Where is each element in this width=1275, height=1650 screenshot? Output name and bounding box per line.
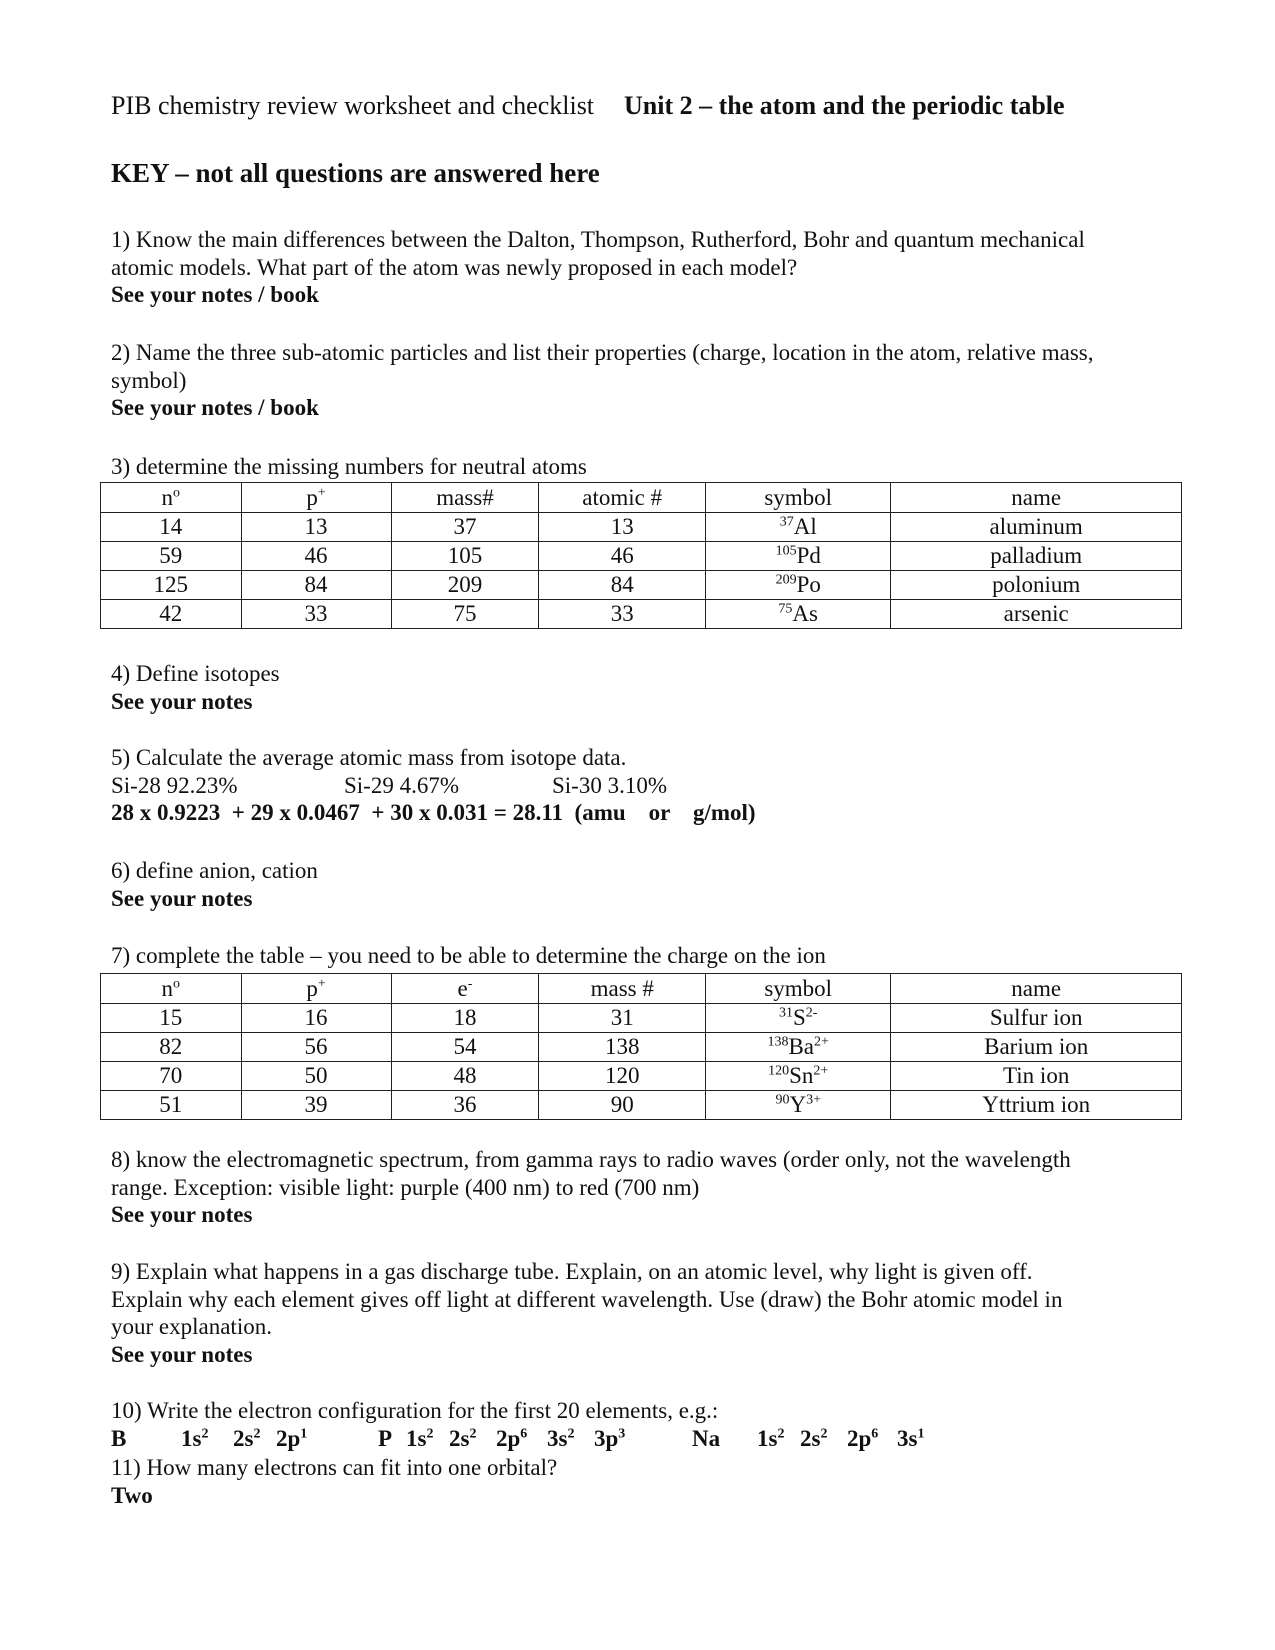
- isotope-si28: Si-28 92.23%: [111, 772, 238, 798]
- q1-answer: See your notes / book: [111, 282, 319, 308]
- electron-config-examples: B $1s^2$ $2s^2$ $2p^1$ P $1s^2$ $2s^2$ $2p^6$ $3s^2$ $3p^3$ Na $1s^2$ $2s^2$ $2p^6$ $3s^1$: [111, 1425, 925, 1451]
- q11-prompt: 11) How many electrons can fit into one orbital?: [111, 1455, 558, 1480]
- q1-line-2: atomic models. What part of the atom was newly proposed in each model?: [111, 254, 798, 280]
- cell-protons: 50: [241, 1062, 391, 1091]
- table-row: [101, 1033, 1182, 1062]
- question-6: [111, 857, 1191, 912]
- q5-answer: 28 x 0.9223 + 29 x 0.0467 + 30 x 0.031 = 28.11 (amu or g/mol): [111, 800, 756, 826]
- q4-answer: See your notes: [111, 688, 253, 714]
- cell-symbol: $^{120}Sn^{2+}$: [706, 1062, 891, 1091]
- cell-mass: 31: [539, 1004, 706, 1033]
- q4-prompt: 4) Define isotopes: [111, 661, 280, 686]
- config-element: B: [111, 1425, 127, 1451]
- question-9: [111, 1258, 1191, 1368]
- cell-mass: 105: [391, 542, 539, 571]
- cell-symbol: $^{75}$As: [706, 600, 891, 629]
- cell-name: Sulfur ion: [891, 1004, 1182, 1033]
- table-row: [101, 1091, 1182, 1120]
- cell-symbol: $^{209}$Po: [706, 571, 891, 600]
- cell-neutrons: 14: [101, 513, 242, 542]
- cell-name: Yttrium ion: [891, 1091, 1182, 1120]
- header-atomic-number: atomic #: [539, 483, 706, 513]
- question-1: [111, 226, 1191, 309]
- header-neutrons: $n^o$: [101, 974, 242, 1004]
- cell-name: arsenic: [891, 600, 1182, 629]
- question-10: [111, 1397, 1191, 1452]
- cell-neutrons: 82: [101, 1033, 242, 1062]
- cell-name: Tin ion: [891, 1062, 1182, 1091]
- q10-prompt: 10) Write the electron configuration for the first 20 elements, e.g.:: [111, 1398, 719, 1423]
- header-symbol: symbol: [706, 483, 891, 513]
- cell-symbol: $^{105}$Pd: [706, 542, 891, 571]
- header-protons: p+: [241, 974, 391, 1004]
- cell-atomic: 46: [539, 542, 706, 571]
- cell-electrons: 36: [391, 1091, 539, 1120]
- cell-neutrons: 15: [101, 1004, 242, 1033]
- cell-mass: 37: [391, 513, 539, 542]
- table-row: [101, 1062, 1182, 1091]
- title-left: PIB chemistry review worksheet and checklist: [111, 91, 595, 120]
- q2-line-2: symbol): [111, 367, 187, 393]
- isotope-si29: Si-29 4.67%: [344, 772, 459, 798]
- q5-prompt: 5) Calculate the average atomic mass from isotope data.: [111, 745, 627, 770]
- cell-neutrons: 59: [101, 542, 242, 571]
- cell-protons: 33: [241, 600, 391, 629]
- cell-name: aluminum: [891, 513, 1182, 542]
- cell-protons: 84: [241, 571, 391, 600]
- cell-protons: 46: [241, 542, 391, 571]
- q9-answer: See your notes: [111, 1341, 253, 1367]
- page-title: [111, 90, 1191, 121]
- header-name: name: [891, 974, 1182, 1004]
- header-neutrons: $n^o$: [101, 483, 242, 513]
- cell-neutrons: 125: [101, 571, 242, 600]
- question-5: [111, 744, 1191, 827]
- key-heading: KEY – not all questions are answered here: [111, 158, 600, 188]
- cell-mass: 138: [539, 1033, 706, 1062]
- cell-name: Barium ion: [891, 1033, 1182, 1062]
- cell-mass: 90: [539, 1091, 706, 1120]
- q8-line-2: range. Exception: visible light: purple (400 nm) to red (700 nm): [111, 1174, 700, 1200]
- cell-electrons: 18: [391, 1004, 539, 1033]
- config-element: Na: [692, 1425, 721, 1451]
- cell-name: polonium: [891, 571, 1182, 600]
- q11-answer: Two: [111, 1482, 153, 1508]
- cell-neutrons: 70: [101, 1062, 242, 1091]
- q9-line-3: your explanation.: [111, 1314, 272, 1340]
- q6-answer: See your notes: [111, 885, 253, 911]
- q1-line-1: 1) Know the main differences between the Dalton, Thompson, Rutherford, Bohr and quantum mechanical: [111, 227, 1085, 252]
- cell-symbol: $^{90}Y^{3+}$: [706, 1091, 891, 1120]
- table-header-row: [101, 483, 1182, 513]
- q9-line-1: 9) Explain what happens in a gas discharge tube. Explain, on an atomic level, why light is given off.: [111, 1259, 1033, 1284]
- question-7-prompt: 7) complete the table – you need to be able to determine the charge on the ion: [111, 943, 826, 968]
- table-row: [101, 600, 1182, 629]
- q8-answer: See your notes: [111, 1202, 253, 1228]
- table-row: [101, 1004, 1182, 1033]
- cell-neutrons: 42: [101, 600, 242, 629]
- cell-protons: 16: [241, 1004, 391, 1033]
- cell-symbol: $^{31}S^{2-}$: [706, 1004, 891, 1033]
- question-4: [111, 660, 1191, 715]
- header-mass-number: mass#: [391, 483, 539, 513]
- header-protons: p+: [241, 483, 391, 513]
- header-symbol: symbol: [706, 974, 891, 1004]
- table-row: [101, 571, 1182, 600]
- cell-protons: 39: [241, 1091, 391, 1120]
- title-unit: Unit 2 – the atom and the periodic table: [624, 91, 1065, 120]
- cell-electrons: 54: [391, 1033, 539, 1062]
- header-mass-number: mass #: [539, 974, 706, 1004]
- q6-prompt: 6) define anion, cation: [111, 858, 318, 883]
- cell-mass: 209: [391, 571, 539, 600]
- cell-electrons: 48: [391, 1062, 539, 1091]
- neutral-atoms-table: [100, 482, 1182, 629]
- q2-answer: See your notes / book: [111, 395, 319, 421]
- question-3-prompt: 3) determine the missing numbers for neutral atoms: [111, 454, 587, 479]
- header-electrons: e-: [391, 974, 539, 1004]
- cell-mass: 120: [539, 1062, 706, 1091]
- table-row: [101, 542, 1182, 571]
- cell-neutrons: 51: [101, 1091, 242, 1120]
- cell-mass: 75: [391, 600, 539, 629]
- header-name: name: [891, 483, 1182, 513]
- cell-atomic: 33: [539, 600, 706, 629]
- ions-table: [100, 973, 1182, 1120]
- cell-name: palladium: [891, 542, 1182, 571]
- q2-line-1: 2) Name the three sub-atomic particles and list their properties (charge, location in the atom, relative mass,: [111, 340, 1094, 365]
- q8-line-1: 8) know the electromagnetic spectrum, from gamma rays to radio waves (order only, not the wavelength: [111, 1147, 1071, 1172]
- question-2: [111, 339, 1191, 422]
- question-11: [111, 1454, 1191, 1509]
- table-header-row: [101, 974, 1182, 1004]
- cell-atomic: 13: [539, 513, 706, 542]
- cell-symbol: $^{37}$Al: [706, 513, 891, 542]
- isotope-si30: Si-30 3.10%: [552, 772, 667, 798]
- cell-symbol: $^{138}Ba^{2+}$: [706, 1033, 891, 1062]
- q5-isotope-data: [111, 772, 1191, 800]
- cell-protons: 56: [241, 1033, 391, 1062]
- question-8: [111, 1146, 1191, 1229]
- config-element: P: [378, 1425, 393, 1451]
- table-row: [101, 513, 1182, 542]
- q9-line-2: Explain why each element gives off light at different wavelength. Use (draw) the Bohr atomic model in: [111, 1286, 1063, 1312]
- cell-atomic: 84: [539, 571, 706, 600]
- cell-protons: 13: [241, 513, 391, 542]
